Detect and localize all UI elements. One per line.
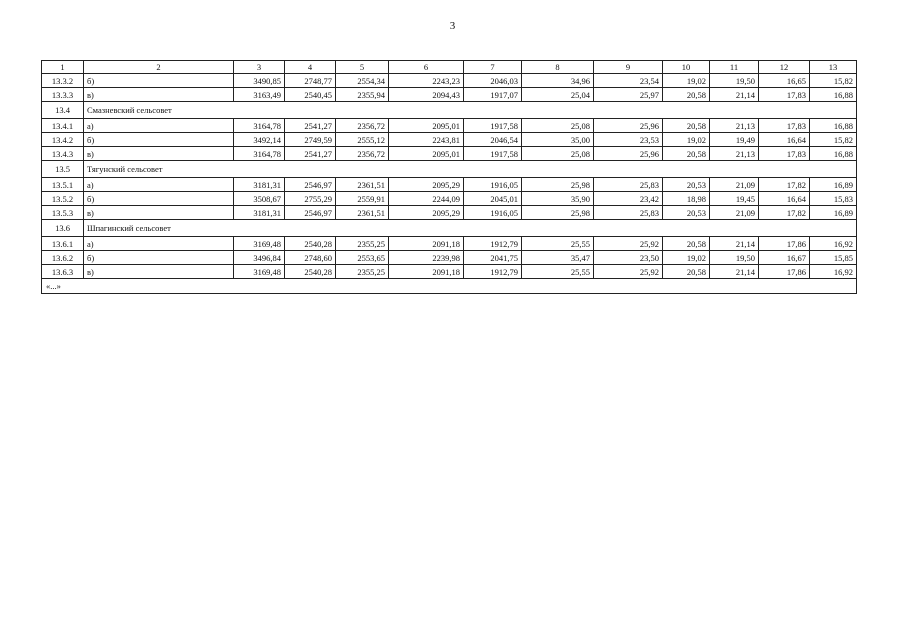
table-row: [42, 147, 857, 161]
value-cell: 2243,81: [389, 133, 464, 147]
value-cell: 23,50: [594, 251, 663, 265]
value-cell: 16,92: [810, 265, 857, 279]
row-code-cell: 13.4.1: [42, 119, 84, 133]
row-letter-cell: б): [84, 133, 234, 147]
value-cell: 2541,27: [285, 119, 336, 133]
column-number-row: [42, 61, 857, 74]
value-cell: 20,53: [663, 178, 710, 192]
value-cell: 2243,23: [389, 74, 464, 88]
value-cell: 2095,01: [389, 119, 464, 133]
value-cell: 2239,98: [389, 251, 464, 265]
value-cell: 17,83: [759, 119, 810, 133]
value-cell: 16,89: [810, 206, 857, 220]
row-letter-cell: а): [84, 119, 234, 133]
value-cell: 25,98: [522, 178, 594, 192]
value-cell: 2748,60: [285, 251, 336, 265]
row-code-cell: 13.5.3: [42, 206, 84, 220]
value-cell: 25,92: [594, 237, 663, 251]
value-cell: 2546,97: [285, 206, 336, 220]
group-row: [42, 161, 857, 178]
value-cell: 3169,48: [234, 265, 285, 279]
value-cell: 25,96: [594, 147, 663, 161]
value-cell: 3508,67: [234, 192, 285, 206]
value-cell: 16,64: [759, 133, 810, 147]
row-code-cell: 13.5.2: [42, 192, 84, 206]
column-number-cell: 3: [234, 61, 285, 74]
value-cell: 16,92: [810, 237, 857, 251]
value-cell: 2095,01: [389, 147, 464, 161]
value-cell: 3492,14: [234, 133, 285, 147]
value-cell: 1917,58: [464, 119, 522, 133]
value-cell: 1916,05: [464, 178, 522, 192]
value-cell: 20,58: [663, 237, 710, 251]
value-cell: 35,47: [522, 251, 594, 265]
value-cell: 17,83: [759, 147, 810, 161]
row-code-cell: 13.6.3: [42, 265, 84, 279]
value-cell: 20,58: [663, 119, 710, 133]
group-code-cell: 13.5: [42, 161, 84, 178]
row-letter-cell: в): [84, 88, 234, 102]
value-cell: 2554,34: [336, 74, 389, 88]
value-cell: 25,04: [522, 88, 594, 102]
value-cell: 2546,97: [285, 178, 336, 192]
row-letter-cell: а): [84, 178, 234, 192]
group-title-cell: Смазневский сельсовет: [84, 102, 857, 119]
value-cell: 16,64: [759, 192, 810, 206]
value-cell: 25,98: [522, 206, 594, 220]
column-number-cell: 9: [594, 61, 663, 74]
column-number-cell: 1: [42, 61, 84, 74]
row-code-cell: 13.6.1: [42, 237, 84, 251]
group-row: [42, 102, 857, 119]
row-code-cell: 13.5.1: [42, 178, 84, 192]
value-cell: 3181,31: [234, 206, 285, 220]
value-cell: 2095,29: [389, 178, 464, 192]
table-row: [42, 206, 857, 220]
value-cell: 25,96: [594, 119, 663, 133]
row-code-cell: 13.4.3: [42, 147, 84, 161]
value-cell: 18,98: [663, 192, 710, 206]
row-letter-cell: в): [84, 206, 234, 220]
value-cell: 2244,09: [389, 192, 464, 206]
value-cell: 3164,78: [234, 119, 285, 133]
continuation-row: [42, 279, 857, 294]
value-cell: 2355,94: [336, 88, 389, 102]
row-letter-cell: б): [84, 192, 234, 206]
group-title-cell: Шпагинский сельсовет: [84, 220, 857, 237]
row-code-cell: 13.6.2: [42, 251, 84, 265]
value-cell: 19,50: [710, 251, 759, 265]
table-row: [42, 133, 857, 147]
value-cell: 17,82: [759, 206, 810, 220]
column-number-cell: 5: [336, 61, 389, 74]
value-cell: 21,14: [710, 237, 759, 251]
value-cell: 2046,54: [464, 133, 522, 147]
value-cell: 21,09: [710, 178, 759, 192]
value-cell: 2356,72: [336, 119, 389, 133]
table-row: [42, 178, 857, 192]
value-cell: 2361,51: [336, 206, 389, 220]
value-cell: 17,83: [759, 88, 810, 102]
value-cell: 1912,79: [464, 265, 522, 279]
value-cell: 21,13: [710, 147, 759, 161]
value-cell: 19,02: [663, 251, 710, 265]
value-cell: 15,82: [810, 133, 857, 147]
value-cell: 19,49: [710, 133, 759, 147]
value-cell: 23,54: [594, 74, 663, 88]
row-letter-cell: в): [84, 147, 234, 161]
value-cell: 2540,28: [285, 237, 336, 251]
row-letter-cell: б): [84, 74, 234, 88]
table-row: [42, 265, 857, 279]
value-cell: 16,88: [810, 119, 857, 133]
page-number: 3: [449, 20, 456, 32]
tariff-table: [41, 60, 857, 294]
row-code-cell: 13.4.2: [42, 133, 84, 147]
row-letter-cell: в): [84, 265, 234, 279]
column-number-cell: 10: [663, 61, 710, 74]
value-cell: 16,65: [759, 74, 810, 88]
value-cell: 25,83: [594, 206, 663, 220]
value-cell: 2559,91: [336, 192, 389, 206]
value-cell: 3164,78: [234, 147, 285, 161]
value-cell: 23,42: [594, 192, 663, 206]
value-cell: 2355,25: [336, 237, 389, 251]
value-cell: 2091,18: [389, 237, 464, 251]
value-cell: 25,92: [594, 265, 663, 279]
value-cell: 21,14: [710, 88, 759, 102]
value-cell: 3496,84: [234, 251, 285, 265]
column-number-cell: 12: [759, 61, 810, 74]
table-row: [42, 251, 857, 265]
value-cell: 3169,48: [234, 237, 285, 251]
value-cell: 2541,27: [285, 147, 336, 161]
value-cell: 34,96: [522, 74, 594, 88]
column-number-cell: 13: [810, 61, 857, 74]
value-cell: 21,14: [710, 265, 759, 279]
value-cell: 35,90: [522, 192, 594, 206]
value-cell: 35,00: [522, 133, 594, 147]
value-cell: 17,86: [759, 265, 810, 279]
table-row: [42, 237, 857, 251]
value-cell: 20,53: [663, 206, 710, 220]
value-cell: 2748,77: [285, 74, 336, 88]
row-code-cell: 13.3.2: [42, 74, 84, 88]
value-cell: 19,02: [663, 133, 710, 147]
value-cell: 20,58: [663, 147, 710, 161]
row-letter-cell: б): [84, 251, 234, 265]
column-number-cell: 6: [389, 61, 464, 74]
table-row: [42, 119, 857, 133]
value-cell: 2094,43: [389, 88, 464, 102]
value-cell: 25,08: [522, 119, 594, 133]
row-code-cell: 13.3.3: [42, 88, 84, 102]
value-cell: 1917,07: [464, 88, 522, 102]
value-cell: 16,88: [810, 147, 857, 161]
value-cell: 2361,51: [336, 178, 389, 192]
value-cell: 3181,31: [234, 178, 285, 192]
table-row: [42, 88, 857, 102]
value-cell: 1917,58: [464, 147, 522, 161]
row-letter-cell: а): [84, 237, 234, 251]
column-number-cell: 2: [84, 61, 234, 74]
value-cell: 21,09: [710, 206, 759, 220]
value-cell: 2095,29: [389, 206, 464, 220]
value-cell: 2540,45: [285, 88, 336, 102]
value-cell: 2041,75: [464, 251, 522, 265]
value-cell: 1916,05: [464, 206, 522, 220]
value-cell: 2091,18: [389, 265, 464, 279]
value-cell: 20,58: [663, 88, 710, 102]
value-cell: 2553,65: [336, 251, 389, 265]
value-cell: 2540,28: [285, 265, 336, 279]
column-number-cell: 8: [522, 61, 594, 74]
value-cell: 16,89: [810, 178, 857, 192]
value-cell: 15,83: [810, 192, 857, 206]
value-cell: 23,53: [594, 133, 663, 147]
value-cell: 17,86: [759, 237, 810, 251]
column-number-cell: 7: [464, 61, 522, 74]
value-cell: 2355,25: [336, 265, 389, 279]
value-cell: 19,50: [710, 74, 759, 88]
value-cell: 25,83: [594, 178, 663, 192]
value-cell: 3490,85: [234, 74, 285, 88]
value-cell: 17,82: [759, 178, 810, 192]
group-code-cell: 13.4: [42, 102, 84, 119]
value-cell: 1912,79: [464, 237, 522, 251]
table-row: [42, 192, 857, 206]
value-cell: 16,67: [759, 251, 810, 265]
value-cell: 2356,72: [336, 147, 389, 161]
value-cell: 25,97: [594, 88, 663, 102]
column-number-cell: 4: [285, 61, 336, 74]
value-cell: 2046,03: [464, 74, 522, 88]
value-cell: 25,55: [522, 237, 594, 251]
value-cell: 19,45: [710, 192, 759, 206]
value-cell: 19,02: [663, 74, 710, 88]
value-cell: 25,08: [522, 147, 594, 161]
value-cell: 3163,49: [234, 88, 285, 102]
value-cell: 25,55: [522, 265, 594, 279]
column-number-cell: 11: [710, 61, 759, 74]
table-row: [42, 74, 857, 88]
value-cell: 15,85: [810, 251, 857, 265]
ellipsis-cell: «...»: [42, 279, 857, 294]
group-title-cell: Тягунский сельсовет: [84, 161, 857, 178]
value-cell: 16,88: [810, 88, 857, 102]
value-cell: 2045,01: [464, 192, 522, 206]
group-row: [42, 220, 857, 237]
value-cell: 2755,29: [285, 192, 336, 206]
value-cell: 15,82: [810, 74, 857, 88]
value-cell: 2555,12: [336, 133, 389, 147]
group-code-cell: 13.6: [42, 220, 84, 237]
value-cell: 20,58: [663, 265, 710, 279]
value-cell: 21,13: [710, 119, 759, 133]
value-cell: 2749,59: [285, 133, 336, 147]
